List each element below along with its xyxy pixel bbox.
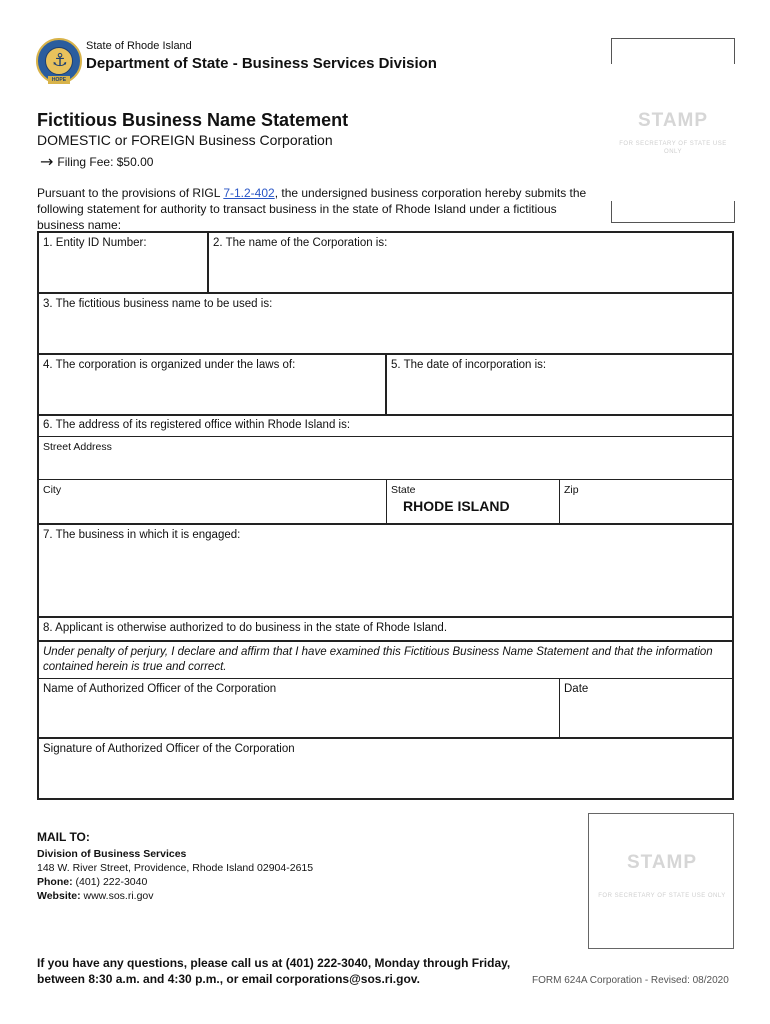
signature-label: Signature of Authorized Officer of the Corporation <box>43 743 295 755</box>
entity-id-cell <box>39 233 209 294</box>
division-name: Division of Business Services <box>37 848 187 860</box>
fictitious-name-label: 3. The fictitious business name to be used is: <box>43 298 273 310</box>
stamp-box-bottom <box>588 813 734 949</box>
filing-fee-text: Filing Fee: $50.00 <box>57 155 154 169</box>
phone-number: (401) 222-3040 <box>75 876 148 888</box>
incorporation-date-cell <box>387 355 732 416</box>
form-subtitle: DOMESTIC or FOREIGN Business Corporation <box>37 132 333 148</box>
business-input[interactable] <box>43 547 723 611</box>
officer-name-cell <box>39 679 560 739</box>
business-label: 7. The business in which it is engaged: <box>43 529 241 541</box>
street-address-input[interactable] <box>43 455 723 477</box>
rigl-link[interactable]: 7-1.2-402 <box>223 186 275 200</box>
zip-input[interactable] <box>564 498 724 520</box>
address-heading-cell <box>39 416 732 437</box>
signature-cell <box>39 739 732 798</box>
seal-ribbon: HOPE <box>48 76 70 84</box>
state-cell <box>387 480 560 525</box>
officer-name-label: Name of Authorized Officer of the Corporation <box>43 683 277 695</box>
city-label: City <box>43 484 62 496</box>
date-label: Date <box>564 683 589 695</box>
address-heading: 6. The address of its registered office within Rhode Island is: <box>43 419 351 431</box>
application-form <box>37 231 734 800</box>
city-cell <box>39 480 387 525</box>
preamble <box>37 185 605 233</box>
signature-input[interactable] <box>43 761 723 791</box>
fictitious-name-cell <box>39 294 732 355</box>
stamp-bracket-top <box>611 38 735 64</box>
perjury-cell <box>39 642 732 679</box>
questions-notice: If you have any questions, please call us at (401) 222-3040, Monday through Friday, between 8:30 a.m. and 4:30 p.m., or email corporations@sos.ri.gov. <box>37 956 511 986</box>
mail-address-block <box>37 847 313 903</box>
officer-name-input[interactable] <box>43 701 551 731</box>
state-value: RHODE ISLAND <box>403 498 510 514</box>
stamp-note: FOR SECRETARY OF STATE USE ONLY <box>619 141 727 155</box>
filing-fee <box>40 152 154 171</box>
website-label: Website: <box>37 890 81 902</box>
corporation-name-input[interactable] <box>213 255 723 285</box>
state-label: State <box>391 484 416 496</box>
entity-id-input[interactable] <box>43 255 203 285</box>
authorized-statement: 8. Applicant is otherwise authorized to do business in the state of Rhode Island. <box>43 622 448 634</box>
business-cell <box>39 525 732 618</box>
form-title: Fictitious Business Name Statement <box>37 110 349 130</box>
date-input[interactable] <box>564 701 724 731</box>
stamp-label-bottom: STAMP <box>626 852 698 873</box>
form-identifier: FORM 624A Corporation - Revised: 08/2020 <box>532 975 729 986</box>
seal-emblem <box>45 47 73 75</box>
city-input[interactable] <box>43 498 379 520</box>
anchor-icon: ⚓ <box>51 50 69 71</box>
state-seal-icon <box>36 38 82 84</box>
entity-id-label: 1. Entity ID Number: <box>43 237 147 249</box>
street-address-cell <box>39 437 732 480</box>
phone-label: Phone: <box>37 876 73 888</box>
preamble-intro: Pursuant to the provisions of RIGL <box>37 186 224 200</box>
arrow-right-icon: → <box>40 152 54 171</box>
authorized-statement-cell <box>39 618 732 642</box>
corporation-name-cell <box>209 233 732 294</box>
mail-address: 148 W. River Street, Providence, Rhode Island 02904-2615 <box>37 862 314 874</box>
mail-to-heading: MAIL TO: <box>37 830 90 844</box>
department-name: Department of State - Business Services Division <box>86 55 437 72</box>
organized-under-label: 4. The corporation is organized under the laws of: <box>43 359 296 371</box>
incorporation-date-label: 5. The date of incorporation is: <box>391 359 547 371</box>
corporation-name-label: 2. The name of the Corporation is: <box>213 237 388 249</box>
state-name: State of Rhode Island <box>86 40 192 52</box>
incorporation-date-input[interactable] <box>391 377 721 407</box>
organized-under-input[interactable] <box>43 377 379 407</box>
stamp-bracket-bottom <box>611 201 735 223</box>
street-address-label: Street Address <box>43 441 112 453</box>
website-url[interactable]: www.sos.ri.gov <box>83 890 154 902</box>
zip-label: Zip <box>564 484 579 496</box>
date-cell <box>560 679 732 739</box>
stamp-note-bottom: FOR SECRETARY OF STATE USE ONLY <box>598 893 726 899</box>
organized-under-cell <box>39 355 387 416</box>
zip-cell <box>560 480 732 525</box>
stamp-box-top <box>611 38 735 223</box>
preamble-rest: , the undersigned business corporation hereby submits the following statement for authority to transact business in the state of Rhode Island under a fictitious business name: <box>37 186 587 232</box>
stamp-label: STAMP <box>637 110 709 131</box>
perjury-statement: Under penalty of perjury, I declare and affirm that I have examined this Fictitious Business Name Statement and that the information contained herein is true and correct. <box>43 646 713 673</box>
fictitious-name-input[interactable] <box>43 316 723 346</box>
